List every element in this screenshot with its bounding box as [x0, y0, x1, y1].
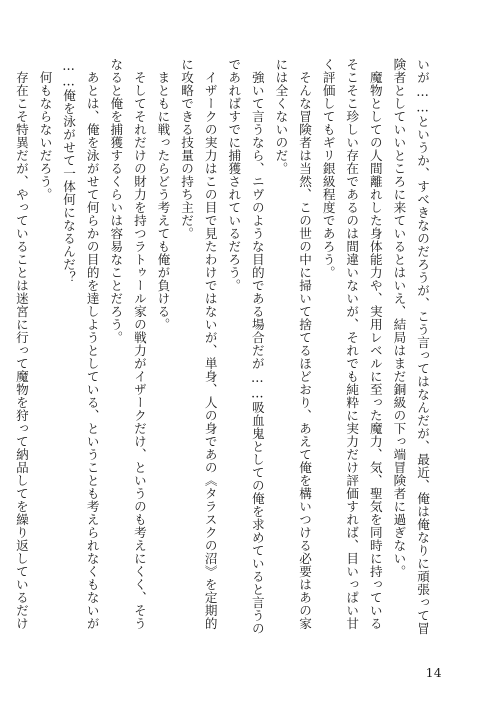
text-line: 険者としていいところに来ているとはいえ、結局はまだ銅級の下っ端冒険者に過ぎない。 — [391, 58, 407, 578]
page-number: 14 — [425, 666, 442, 680]
text-line: いが……というか、すべきなのだろうが、こう言ってはなんだが、最近、俺は俺なりに頑張って冒 — [415, 58, 430, 635]
text-line: 魔物としての人間離れした身体能力や、実用レベルに至った魔力、気、聖気を同時に持っている — [367, 58, 383, 630]
text-line: そしてそれだけの財力を持つラトゥール家の戦力がイザークだけ、というのも考えにくく、そう — [131, 58, 147, 630]
text-line: であればすでに捕獲されているだろう。 — [226, 58, 242, 292]
text-line: には全くないのだ。 — [273, 58, 289, 175]
text-line: まともに戦ったらどう考えても俺が負ける。 — [155, 58, 171, 331]
vertical-text-body — [9, 58, 434, 658]
text-line: ……俺を泳がせて一体何になるんだ？ — [61, 58, 77, 284]
text-line: なると俺を捕獲するくらいは容易なことだろう。 — [108, 58, 124, 344]
text-line: そんな冒険者は当然、この世の中に掃いて捨てるほどおり、あえて俺を構いつける必要はあの家 — [297, 58, 313, 630]
text-line: イザークの実力はこの目で見たわけではないが、単身、人の身であの《タラスクの沼》を定期的 — [202, 58, 218, 630]
text-line: に攻略できる技量の持ち主だ。 — [179, 58, 195, 240]
text-line: く評価してもギリ銀級程度であろう。 — [320, 58, 336, 279]
text-line: 存在こそ特異だが、やっていることは迷宮に行って魔物を狩って納品してを繰り返しているだけ — [13, 58, 29, 630]
text-line: 何もならないだろう。 — [37, 58, 53, 201]
text-line: あとは、俺を泳がせて何らかの目的を達しようとしている、ということも考えられなくもないが — [84, 58, 100, 630]
text-line: 強いて言うなら、ニヴのような目的である場合だが……吸血鬼としての俺を求めていると言うの — [249, 58, 265, 635]
text-line: そこそこ珍しい存在であるのは間違いないが、それでも純粋に実力だけ評価すれば、目いっぱい甘 — [344, 58, 360, 630]
